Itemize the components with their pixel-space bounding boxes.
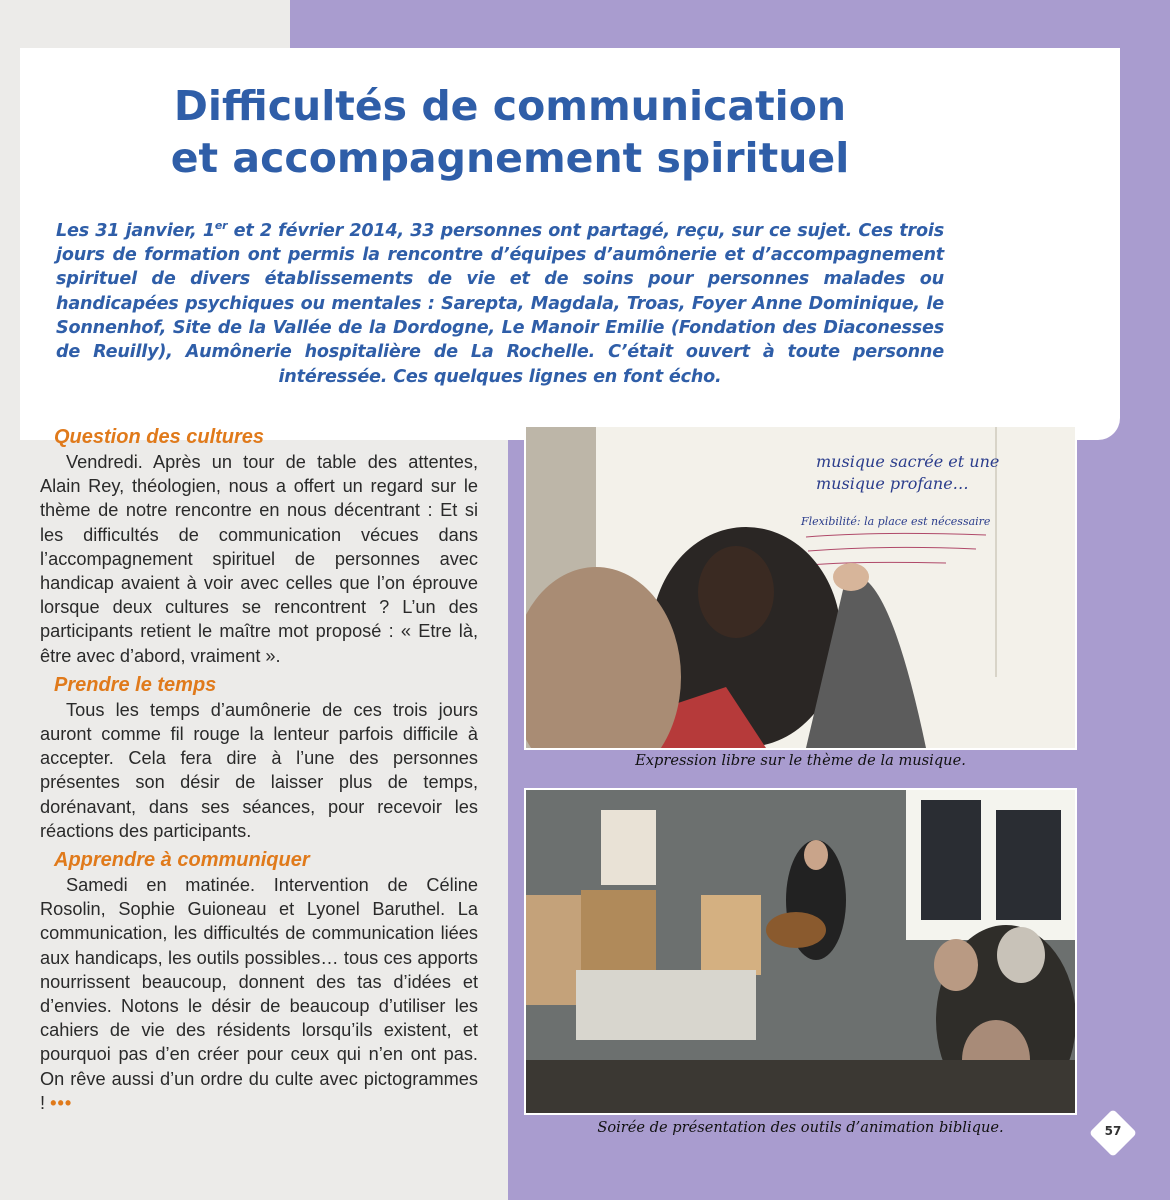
caption-photo-2: Soirée de présentation des outils d’animation biblique.: [597, 1119, 1004, 1136]
whiteboard-text-2: musique profane…: [816, 474, 969, 493]
whiteboard-text-3: Flexibilité: la place est nécessaire: [801, 515, 991, 528]
title-line-2: et accompagnement spirituel: [170, 134, 850, 182]
guitar: [766, 912, 826, 948]
hand: [833, 563, 869, 591]
left-text-column: [40, 424, 478, 1119]
caption-photo-1: Expression libre sur le thème de la musique.: [635, 752, 966, 769]
section-heading-communiquer: Apprendre à communiquer: [54, 849, 310, 872]
lead-superscript: er: [214, 219, 228, 232]
title-line-1: Difficultés de communication: [173, 82, 847, 130]
lead-start: Les 31 janvier, 1: [56, 220, 215, 241]
section-text-communiquer-body: Samedi en matinée. Intervention de Céline Rosolin, Sophie Guioneau et Lyonel Baruthel. La communication, les difficultés de communication liées aux handicaps, les outils possibles… tous ces apports nourrissent beaucoup, donnent des tas d’idées et d’envies. Notons le désir de beaucoup d’utiliser les cahiers de vie des résidents lorsqu’ils existent, et pourquoi pas d’en créer pour ceux qui n’en ont pas. On rêve aussi d’un ordre du culte avec pictogrammes !: [40, 875, 478, 1113]
lead-rest: et 2 février 2014, 33 personnes ont partagé, reçu, sur ce sujet. Ces trois jours de formation ont permis la rencontre d’équipes d’aumônerie et d’accompagnement spirituel de divers établissements de vie et de soins pour personnes malades ou handicapées psychiques ou mentales : Sarepta, Magdala, Troas, Foyer Anne Dominique, le Sonnenhof, Site de la Vallée de la Dordogne, Le Manoir Emilie (Fondation des Diaconesses de Reuilly), Aumônerie hospitalière de La Rochelle. C’était ouvert à toute personne intéressée. Ces quelques lignes en font écho.: [56, 220, 944, 387]
whiteboard-text-1: musique sacrée et une: [816, 452, 1000, 471]
article-title: [0, 80, 1020, 184]
section-text-cultures: Vendredi. Après un tour de table des attentes, Alain Rey, théologien, nous a offert un regard sur le thème de notre rencontre en nous décentrant : Et si les difficultés de communication vécues dans l’accompagnement spirituel de personnes avec handicap avaient à voir avec celles que l’on éprouve lorsque deux cultures se rencontrent ? L’un des participants retient le maître mot proposé : « Etre là, être avec d’abord, vraiment ».: [40, 452, 478, 666]
section-heading-temps: Prendre le temps: [54, 673, 217, 696]
photo-evening-presentation: [524, 788, 1077, 1115]
section-heading-cultures: Question des cultures: [54, 426, 265, 448]
audience-head-2: [997, 927, 1045, 983]
article-lead: [56, 214, 944, 389]
window-pane-1: [921, 800, 981, 920]
section-text-communiquer: [40, 873, 478, 1115]
person-head: [698, 546, 774, 638]
audience-head-1: [934, 939, 978, 991]
painting-portrait: [526, 895, 581, 1005]
presentation-scene: [526, 790, 1075, 1113]
window-pane-2: [996, 810, 1061, 920]
whiteboard-scene: [526, 427, 1075, 748]
page-number: 57: [1104, 1124, 1122, 1138]
guitarist-head: [804, 840, 828, 870]
continuation-dots: •••: [50, 1092, 73, 1113]
table: [576, 970, 756, 1040]
photo-whiteboard: [524, 425, 1077, 750]
floor: [526, 1060, 1075, 1113]
painting-group: [701, 895, 761, 975]
section-text-temps: Tous les temps d’aumônerie de ces trois jours auront comme fil rouge la lenteur parfois difficile à accepter. Cela fera dire à l’une des personnes présentes son désir de laisser plus de temps, dorénavant, dans ses séances, pour recevoir les réactions des participants.: [40, 699, 478, 841]
poster: [601, 810, 656, 885]
